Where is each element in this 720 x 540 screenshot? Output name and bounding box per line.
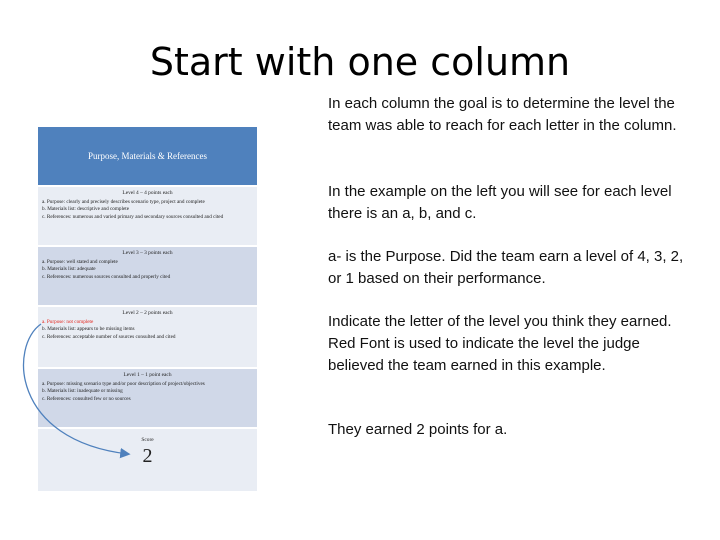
- level-item-a: a. Purpose: missing scenario type and/or poor description of project/objectives: [42, 380, 205, 387]
- level-item-c: c. References: numerous and varied primary and secondary sources consulted and cited: [42, 213, 224, 220]
- level-item-c: c. References: acceptable number of sources consulted and cited: [42, 333, 176, 340]
- score-label: Score: [141, 437, 154, 443]
- explanation-paragraph-red-font: Indicate the letter of the level you think they earned. Red Font is used to indicate the level the judge believed the team earned in this example.: [328, 313, 672, 375]
- level-1-cell: [38, 369, 257, 429]
- level-item-a-selected: a. Purpose: not complete: [42, 318, 94, 325]
- level-item-b: b. Materials list: adequate: [42, 266, 96, 273]
- level-item-b: b. Materials list: descriptive and complete: [42, 206, 130, 213]
- score-value: 2: [142, 444, 153, 467]
- level-item-a: a. Purpose: well stated and complete: [42, 258, 118, 265]
- explanation-paragraph-goal: In each column the goal is to determine the level the team was able to reach for each letter in the column.: [328, 95, 677, 135]
- rubric-column: [38, 127, 257, 491]
- explanation-paragraph-purpose: a- is the Purpose. Did the team earn a level of 4, 3, 2, or 1 based on their performance.: [328, 248, 684, 288]
- level-heading: Level 2 – 2 points each: [122, 310, 173, 316]
- level-item-c: c. References: consulted few or no sources: [42, 395, 131, 402]
- level-item-b: b. Materials list: inadequate or missing: [42, 388, 123, 395]
- level-2-cell: [38, 307, 257, 369]
- slide-title: Start with one column: [149, 40, 571, 84]
- level-3-cell: [38, 247, 257, 307]
- level-item-b: b. Materials list: appears to be missing items: [42, 326, 135, 333]
- level-heading: Level 1 – 1 point each: [123, 372, 172, 378]
- rubric-header-label: Purpose, Materials & References: [88, 151, 207, 161]
- score-cell: [38, 429, 257, 491]
- explanation-paragraph-result: They earned 2 points for a.: [328, 421, 508, 438]
- level-item-c: c. References: numerous sources consulted and properly cited: [42, 273, 171, 280]
- level-heading: Level 3 – 3 points each: [122, 250, 173, 256]
- level-item-a: a. Purpose: clearly and precisely describes scenario type, project and complete: [42, 198, 205, 205]
- explanation-paragraph-example: In the example on the left you will see for each level there is an a, b, and c.: [328, 183, 672, 223]
- level-heading: Level 4 – 4 points each: [122, 190, 173, 196]
- rubric-header: [38, 127, 257, 185]
- level-4-cell: [38, 187, 257, 247]
